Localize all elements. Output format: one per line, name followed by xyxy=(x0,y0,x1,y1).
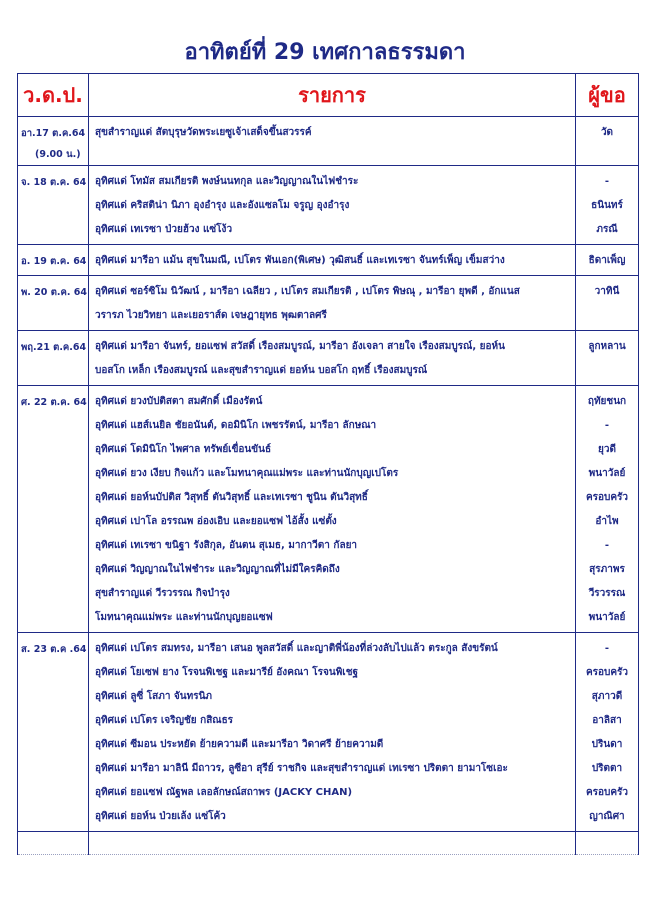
requester-name: ธนินทร์ xyxy=(591,200,623,211)
table-row xyxy=(18,276,639,331)
requester-name: อาลิสา xyxy=(592,715,622,726)
intention-line: อุทิศแด่ เปโตร เจริญชัย กสิณธร xyxy=(95,715,234,726)
intention-line: อุทิศแด่ เทเรซา ป่วยฮ้วง แซ่โง้ว xyxy=(95,224,233,235)
requester-name: วัด xyxy=(600,127,614,138)
intention-line: วรารภ ไวยวิทยา และเยอราส์ด เจษฎายุทธ พุฒตาลศรี xyxy=(95,310,327,321)
intention-line: อุทิศแด่ ยอห์น ป่วยเล้ง แซ่โค้ว xyxy=(95,811,226,822)
requester-name: วีรวรรณ xyxy=(588,588,626,599)
time-text: (9.00 น.) xyxy=(35,149,81,160)
items-cell xyxy=(89,633,576,832)
requester-name: - xyxy=(604,176,610,187)
requester-cell xyxy=(576,633,639,832)
intention-line: อุทิศแด่ โดมินิโก ไพศาล ทรัพย์เขื่อนขันธ์ xyxy=(95,444,272,455)
requester-cell xyxy=(576,331,639,386)
intention-line: อุทิศแด่ ยอห์นบัปติส วิสุทธิ์ ตันวิสุทธิ์ และเทเรซา ชูนิน ตันวิสุทธิ์ xyxy=(95,492,368,503)
requester-name: สุภาวดี xyxy=(591,691,623,702)
requester-name: ปริตตา xyxy=(591,763,623,774)
requester-cell xyxy=(576,117,639,166)
date-cell xyxy=(18,386,89,633)
intention-line: อุทิศแด่ ลูซี่ โสภา จันทรนิภ xyxy=(95,691,213,702)
date-cell xyxy=(18,245,89,276)
intention-line: บอสโก เหล็ก เรืองสมบูรณ์ และสุขสำราญแด่ ยอห์น บอสโก ฤทธิ์ เรืองสมบูรณ์ xyxy=(95,365,428,376)
date-cell xyxy=(18,633,89,832)
table-row xyxy=(18,166,639,245)
intention-line: อุทิศแด่ เปาโล อรรณพ อ่องเอิบ และยอแซฟ ไอ้สั้ง แซ่ตั้ง xyxy=(95,516,337,527)
date-cell xyxy=(18,331,89,386)
intention-line: อุทิศแด่ เทเรซา ขนิฐา รังสิกุล, อันตน สุเมธ, มากาวีตา กัลยา xyxy=(95,540,358,551)
requester-cell xyxy=(576,245,639,276)
requester-name: ธิดาเพ็ญ xyxy=(588,255,626,266)
table-header-row xyxy=(18,74,639,117)
intention-line: อุทิศแด่ ยอแซฟ ณัฐพล เลอลักษณ์สถาพร (JACKY CHAN) xyxy=(95,787,353,798)
items-cell xyxy=(89,331,576,386)
table-row xyxy=(18,386,639,633)
mass-intention-table xyxy=(17,73,639,855)
intention-line: อุทิศแด่ มารีอา แม้น สุขในมณี, เปโตร พันเอก(พิเศษ) วุฒิสนธิ์ และเทเรซา จันทร์เพ็ญ เข็มสว่าง xyxy=(95,255,505,266)
date-cell xyxy=(18,166,89,245)
table-row xyxy=(18,245,639,276)
requester-name: อำไพ xyxy=(595,516,619,527)
header-items: รายการ xyxy=(89,74,576,117)
intention-line: อุทิศแด่ แฮส์เนยิล ชัยอนันต์, ดอมินิโก เพชรรัตน์, มารีอา ลักษณา xyxy=(95,420,377,431)
empty-cell xyxy=(18,832,89,855)
requester-name: ยุวดี xyxy=(598,444,616,455)
requester-name: ครอบครัว xyxy=(585,667,629,678)
requester-cell xyxy=(576,166,639,245)
requester-name: พนาวัลย์ xyxy=(588,612,626,623)
intention-line: สุขสำราญแด่ วีรวรรณ กิจบำรุง xyxy=(95,588,230,599)
intention-line: อุทิศแด่ มารีอา จันทร์, ยอแซฟ สวัสดิ์ เรืองสมบูรณ์, มารีอา อังเจลา สายใจ เรืองสมบูรณ์, ยอห์น xyxy=(95,341,505,352)
intention-line: อุทิศแด่ โทมัส สมเกียรติ พงษ์นนทกุล และวิญญาณในไฟชำระ xyxy=(95,176,359,187)
requester-name: ลูกหลาน xyxy=(588,341,626,352)
date-text: อ. 19 ต.ค. 64 xyxy=(21,256,87,267)
requester-cell xyxy=(576,386,639,633)
date-text: พ. 20 ต.ค. 64 xyxy=(21,287,87,298)
date-text: จ. 18 ต.ค. 64 xyxy=(21,177,87,188)
table-body xyxy=(18,117,639,855)
requester-name: ครอบครัว xyxy=(585,787,629,798)
intention-line: อุทิศแด่ ยวงบัปติสตา สมศักดิ์ เมืองรัตน์ xyxy=(95,396,263,407)
requester-name: ฤทัยชนก xyxy=(587,396,627,407)
intention-line: อุทิศแด่ ซอร์ซิโม นิวัฒน์ , มารีอา เฉลียว , เปโตร สมเกียรติ , เปโตร พิษณุ , มารีอา ยุพดี , อักแนส xyxy=(95,286,520,297)
intention-line: อุทิศแด่ โยเซฟ ยาง โรจนพิเชฐ และมารีย์ อังคณา โรจนพิเชฐ xyxy=(95,667,359,678)
requester-name: - xyxy=(604,540,610,551)
date-cell xyxy=(18,117,89,166)
intention-line: อุทิศแด่ วิญญาณในไฟชำระ และวิญญาณที่ไม่มีใครคิดถึง xyxy=(95,564,340,575)
table-row xyxy=(18,633,639,832)
items-cell xyxy=(89,117,576,166)
intention-line: อุทิศแด่ ยวง เงียบ กิจแก้ว และโมทนาคุณแม่พระ และท่านนักบุญเปโตร xyxy=(95,468,399,479)
requester-name: - xyxy=(604,420,610,431)
header-requester: ผู้ขอ xyxy=(576,74,639,117)
requester-name: พนาวัลย์ xyxy=(588,468,626,479)
table-row xyxy=(18,117,639,166)
intention-line: อุทิศแด่ คริสติน่า นิภา อุงอำรุง และอังแซลโม จรูญ อุงอำรุง xyxy=(95,200,350,211)
date-text: พฤ.21 ต.ค.64 xyxy=(21,342,87,353)
header-date: ว.ด.ป. xyxy=(18,74,89,117)
empty-row xyxy=(18,832,639,855)
intention-line: โมทนาคุณแม่พระ และท่านนักบุญยอแซฟ xyxy=(95,612,273,623)
date-cell xyxy=(18,276,89,331)
requester-name: ปรินดา xyxy=(591,739,623,750)
items-cell xyxy=(89,276,576,331)
items-cell xyxy=(89,245,576,276)
table-row xyxy=(18,331,639,386)
requester-name: ภรณี xyxy=(596,224,618,235)
date-text: ส. 23 ต.ค .64 xyxy=(21,644,87,655)
requester-cell xyxy=(576,276,639,331)
requester-name: - xyxy=(604,643,610,654)
requester-name: ครอบครัว xyxy=(585,492,629,503)
page-title: อาทิตย์ที่ 29 เทศกาลธรรมดา xyxy=(184,40,466,65)
intention-line: สุขสำราญแด่ สัตบุรุษวัดพระเยซูเจ้าเสด็จขึ้นสวรรค์ xyxy=(95,127,312,138)
empty-cell xyxy=(576,832,639,855)
date-text: อา.17 ต.ค.64 xyxy=(21,128,86,139)
date-text: ศ. 22 ต.ค. 64 xyxy=(21,397,87,408)
requester-name: สุรภาพร xyxy=(589,564,625,575)
items-cell xyxy=(89,166,576,245)
items-cell xyxy=(89,386,576,633)
intention-line: อุทิศแด่ ซีมอน ประหยัด ย้ายความดี และมารีอา วิดาศรี ย้ายความดี xyxy=(95,739,384,750)
empty-cell xyxy=(89,832,576,855)
intention-line: อุทิศแด่ มารีอา มาลินี มีถาวร, ลูซีอา สุรีย์ ราชกิจ และสุขสำราญแด่ เทเรซา ปริตตา ยามาโซเอะ xyxy=(95,763,508,774)
requester-name: ญาณิศา xyxy=(589,811,625,822)
intention-line: อุทิศแด่ เปโตร สมทรง, มารีอา เสนอ พูลสวัสดิ์ และญาติพี่น้องที่ล่วงลับไปแล้ว ตระกูล สังขรัตน์ xyxy=(95,643,498,654)
requester-name: วาทินี xyxy=(594,286,620,297)
